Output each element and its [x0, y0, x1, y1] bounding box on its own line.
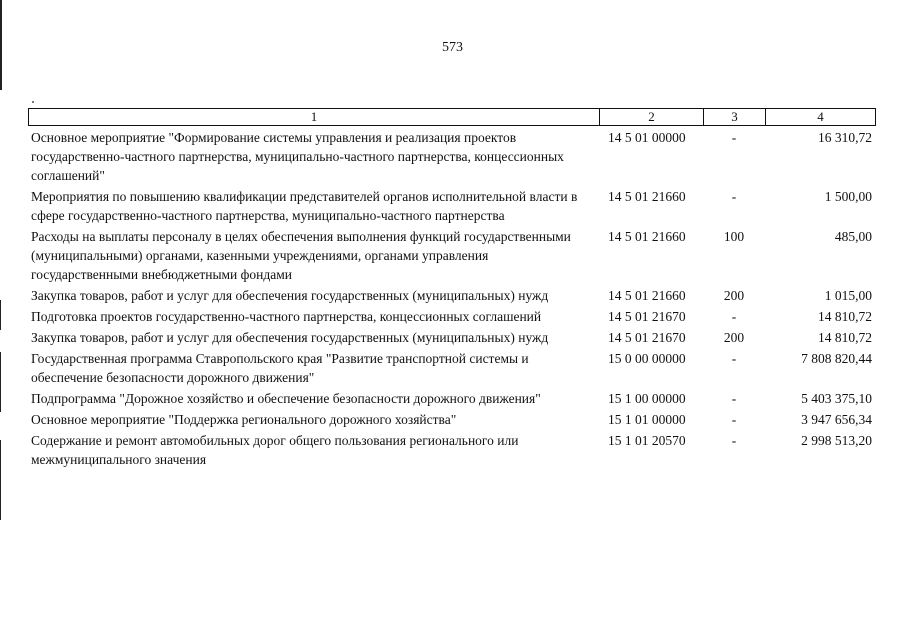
row-vr: -: [731, 309, 737, 324]
table-header: [28, 108, 876, 126]
scan-edge-line: [0, 440, 1, 520]
row-name: Мероприятия по повышению квалификации представителей органов исполнительной власти в сфере государственно-частного партнерства, муниципально-частного партнерства: [31, 189, 578, 223]
row-code: 14 5 01 21660: [608, 189, 686, 204]
scan-speck: [32, 101, 34, 103]
page-number: 573: [442, 40, 463, 55]
row-sum: 2 998 513,20: [801, 433, 872, 448]
row-vr: 200: [723, 330, 745, 345]
row-name: Закупка товаров, работ и услуг для обеспечения государственных (муниципальных) нужд: [31, 288, 549, 303]
row-sum: 14 810,72: [818, 309, 872, 324]
row-name: Расходы на выплаты персоналу в целях обеспечения выполнения функций государственными (муниципальными) органами, казенными учреждениями, органами управления государственными внебюджетными фондами: [31, 229, 571, 282]
scan-edge-line: [0, 300, 1, 330]
row-name: Основное мероприятие "Формирование системы управления и реализация проектов государственно-частного партнерства, муниципально-частного партнерства, концессионных соглашений": [31, 130, 564, 183]
budget-table-body: [28, 128, 876, 471]
table-row: [28, 410, 876, 429]
row-sum: 7 808 820,44: [801, 351, 872, 366]
row-sum: 14 810,72: [818, 330, 872, 345]
row-code: 14 5 01 21660: [608, 229, 686, 244]
header-col-2: 2: [600, 109, 704, 125]
row-vr: 200: [723, 288, 745, 303]
row-name: Подпрограмма "Дорожное хозяйство и обеспечение безопасности дорожного движения": [31, 391, 541, 406]
row-sum: 1 015,00: [824, 288, 872, 303]
table-row: [28, 328, 876, 347]
table-row: [28, 187, 876, 225]
scan-edge-line: [0, 352, 1, 412]
row-sum: 3 947 656,34: [801, 412, 872, 427]
row-code: 15 1 01 20570: [608, 433, 686, 448]
row-vr: 100: [723, 229, 745, 244]
row-vr: -: [731, 391, 737, 406]
table-row: [28, 128, 876, 185]
header-col-3: 3: [704, 109, 766, 125]
header-col-4: 4: [817, 109, 824, 124]
row-name: Государственная программа Ставропольского края "Развитие транспортной системы и обеспечение безопасности дорожного движения": [31, 351, 529, 385]
row-vr: -: [731, 433, 737, 448]
row-vr: -: [731, 412, 737, 427]
table-row: [28, 227, 876, 284]
row-name: Основное мероприятие "Поддержка регионального дорожного хозяйства": [31, 412, 457, 427]
row-sum: 1 500,00: [824, 189, 872, 204]
row-vr: -: [731, 351, 737, 366]
row-sum: 16 310,72: [818, 130, 872, 145]
table-row: [28, 286, 876, 305]
row-vr: -: [731, 130, 737, 145]
row-code: 15 1 00 00000: [608, 391, 686, 406]
table-row: [28, 307, 876, 326]
row-sum: 5 403 375,10: [801, 391, 872, 406]
row-code: 15 1 01 00000: [608, 412, 686, 427]
row-code: 14 5 01 21670: [608, 309, 686, 324]
row-vr: -: [731, 189, 737, 204]
row-code: 14 5 01 21670: [608, 330, 686, 345]
row-code: 14 5 01 00000: [608, 130, 686, 145]
header-col-1: 1: [29, 109, 600, 125]
scan-edge-line: [0, 0, 2, 90]
table-row: [28, 389, 876, 408]
row-code: 15 0 00 00000: [608, 351, 686, 366]
row-name: Закупка товаров, работ и услуг для обеспечения государственных (муниципальных) нужд: [31, 330, 549, 345]
table-row: [28, 349, 876, 387]
row-name: Содержание и ремонт автомобильных дорог общего пользования регионального или межмуниципального значения: [31, 433, 519, 467]
row-sum: 485,00: [834, 229, 872, 244]
row-name: Подготовка проектов государственно-частного партнерства, концессионных соглашений: [31, 309, 542, 324]
table-row: [28, 431, 876, 469]
row-code: 14 5 01 21660: [608, 288, 686, 303]
